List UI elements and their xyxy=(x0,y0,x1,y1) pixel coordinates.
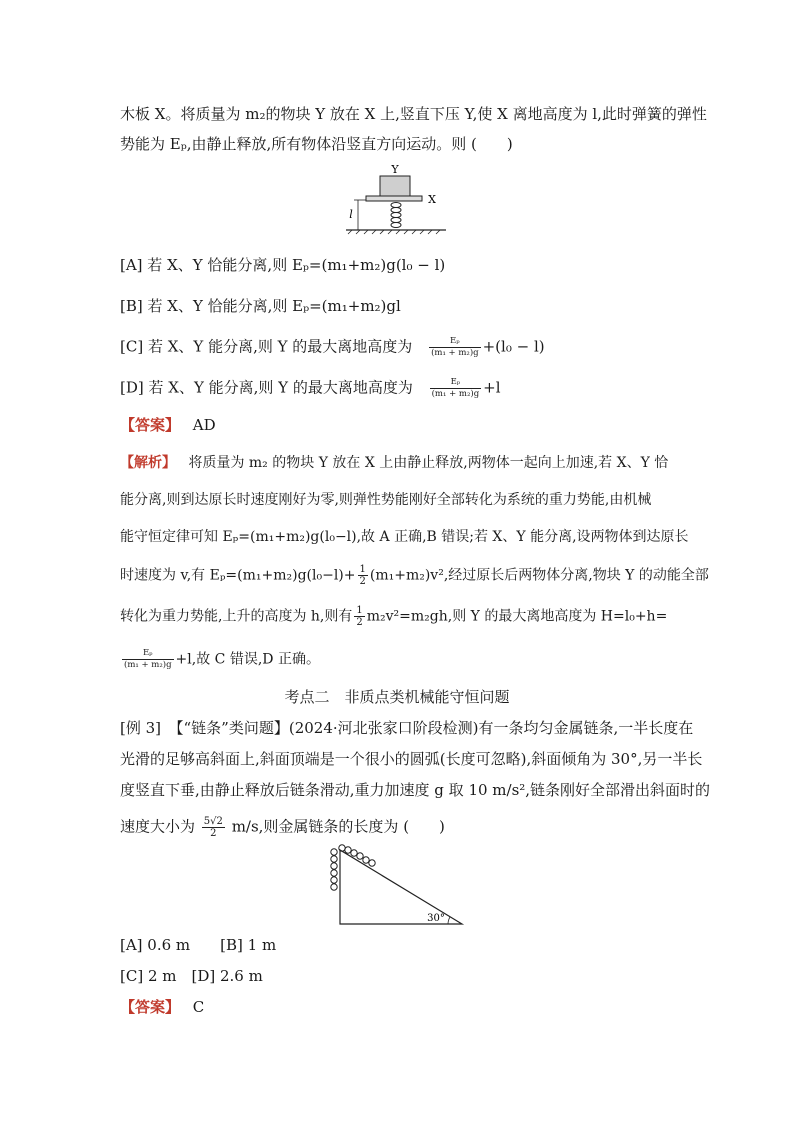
option-d-text: [D] 若 X、Y 能分离,则 Y 的最大离地高度为 xyxy=(120,378,413,397)
angle-label: 30° xyxy=(427,913,445,924)
analysis-tag: 【解析】 xyxy=(120,455,176,471)
analysis-line-1 xyxy=(120,453,668,473)
options2-line-2: [C] 2 m [D] 2.6 m xyxy=(120,967,263,985)
intro-line-2: 势能为 Eₚ,由静止释放,所有物体沿竖直方向运动。则 ( ) xyxy=(120,135,513,153)
option-d xyxy=(120,377,501,400)
answer-1 xyxy=(120,415,216,435)
half-den: 2 xyxy=(359,576,366,587)
answer-tag: 【答案】 xyxy=(120,416,181,434)
analysis-line-5 xyxy=(120,605,667,628)
half-num: 1 xyxy=(359,564,366,575)
option-b: [B] 若 X、Y 恰能分离,则 Eₚ=(m₁+m₂)gl xyxy=(120,297,401,315)
half-den: 2 xyxy=(356,617,363,628)
speed-num: 5√2 xyxy=(203,816,223,827)
frac-num: Eₚ xyxy=(142,648,153,658)
answer-tag: 【答案】 xyxy=(120,998,181,1016)
spring-block-figure xyxy=(346,162,446,242)
analysis-line-6 xyxy=(120,648,320,671)
board-x-label: X xyxy=(428,193,436,206)
half-fraction xyxy=(358,564,368,587)
example3-line-2: 光滑的足够高斜面上,斜面顶端是一个很小的圆弧(长度可忽略),斜面倾角为 30°,另一半长 xyxy=(120,750,703,768)
half-num: 1 xyxy=(356,605,363,616)
analysis-line-3: 能守恒定律可知 Eₚ=(m₁+m₂)g(l₀−l),故 A 正确,B 错误;若 X、Y 能分离,设两物体到达原长 xyxy=(120,529,689,545)
half-fraction xyxy=(354,605,364,628)
board-x xyxy=(366,196,422,201)
analysis-line-4 xyxy=(120,564,709,587)
frac-num: Eₚ xyxy=(450,377,461,387)
frac-den: (m₁ + m₂)g xyxy=(431,389,480,399)
example3-text-4a: 速度大小为 xyxy=(120,817,196,836)
section-title: 考点二 非质点类机械能守恒问题 xyxy=(284,688,510,706)
option-c xyxy=(120,336,545,359)
angle-arc xyxy=(448,917,450,924)
answer-value: C xyxy=(192,998,205,1016)
frac-den: (m₁ + m₂)g xyxy=(431,348,479,358)
option-d-suffix: +l xyxy=(483,378,501,397)
intro-line-1: 木板 X。将质量为 m₂的物块 Y 放在 X 上,竖直下压 Y,使 X 离地高度为 l,此时弹簧的弹性 xyxy=(120,105,707,123)
speed-fraction xyxy=(202,816,225,839)
analysis-text-4a: 时速度为 v,有 Eₚ=(m₁+m₂)g(l₀−l)+ xyxy=(120,567,356,584)
speed-den: 2 xyxy=(202,827,225,839)
option-d-fraction xyxy=(430,377,482,400)
height-label: l xyxy=(349,208,353,221)
option-c-fraction xyxy=(429,336,481,359)
answer-value: AD xyxy=(192,416,216,434)
example3-line-3: 度竖直下垂,由静止释放后链条滑动,重力加速度 g 取 10 m/s²,链条刚好全部滑出斜面时的 xyxy=(120,781,711,799)
option-a: [A] 若 X、Y 恰能分离,则 Eₚ=(m₁+m₂)g(l₀ − l) xyxy=(120,256,446,274)
analysis-text-4b: (m₁+m₂)v²,经过原长后两物体分离,物块 Y 的动能全部 xyxy=(369,567,709,584)
frac-den: (m₁ + m₂)g xyxy=(124,660,172,670)
option-c-suffix: +(l₀ − l) xyxy=(482,337,545,356)
analysis-text-6: +l,故 C 错误,D 正确。 xyxy=(175,651,320,668)
block-y-label: Y xyxy=(391,163,399,176)
example3-line-1: [例 3] 【“链条”类问题】(2024·河北张家口阶段检测)有一条均匀金属链条,一半长度在 xyxy=(120,719,694,737)
ground-hatch xyxy=(348,230,440,234)
answer-2 xyxy=(120,997,204,1017)
analysis-text-5b: m₂v²=m₂gh,则 Y 的最大离地高度为 H=l₀+h= xyxy=(366,608,668,625)
analysis-line-2: 能分离,则到达原长时速度刚好为零,则弹性势能刚好全部转化为系统的重力势能,由机械 xyxy=(120,492,652,508)
example3-line-4 xyxy=(120,816,445,839)
height-fraction xyxy=(122,648,174,671)
frac-num: Eₚ xyxy=(450,336,460,346)
chain-incline-figure xyxy=(326,842,466,928)
analysis-text-5a: 转化为重力势能,上升的高度为 h,则有 xyxy=(120,608,353,625)
spring xyxy=(391,203,401,228)
option-c-text: [C] 若 X、Y 能分离,则 Y 的最大离地高度为 xyxy=(120,337,413,356)
analysis-text-1: 将质量为 m₂ 的物块 Y 放在 X 上由静止释放,两物体一起向上加速,若 X、Y 恰 xyxy=(188,455,669,471)
block-y xyxy=(380,176,410,196)
example3-text-4b: m/s,则金属链条的长度为 ( ) xyxy=(231,817,445,836)
options2-line-1: [A] 0.6 m [B] 1 m xyxy=(120,936,277,954)
